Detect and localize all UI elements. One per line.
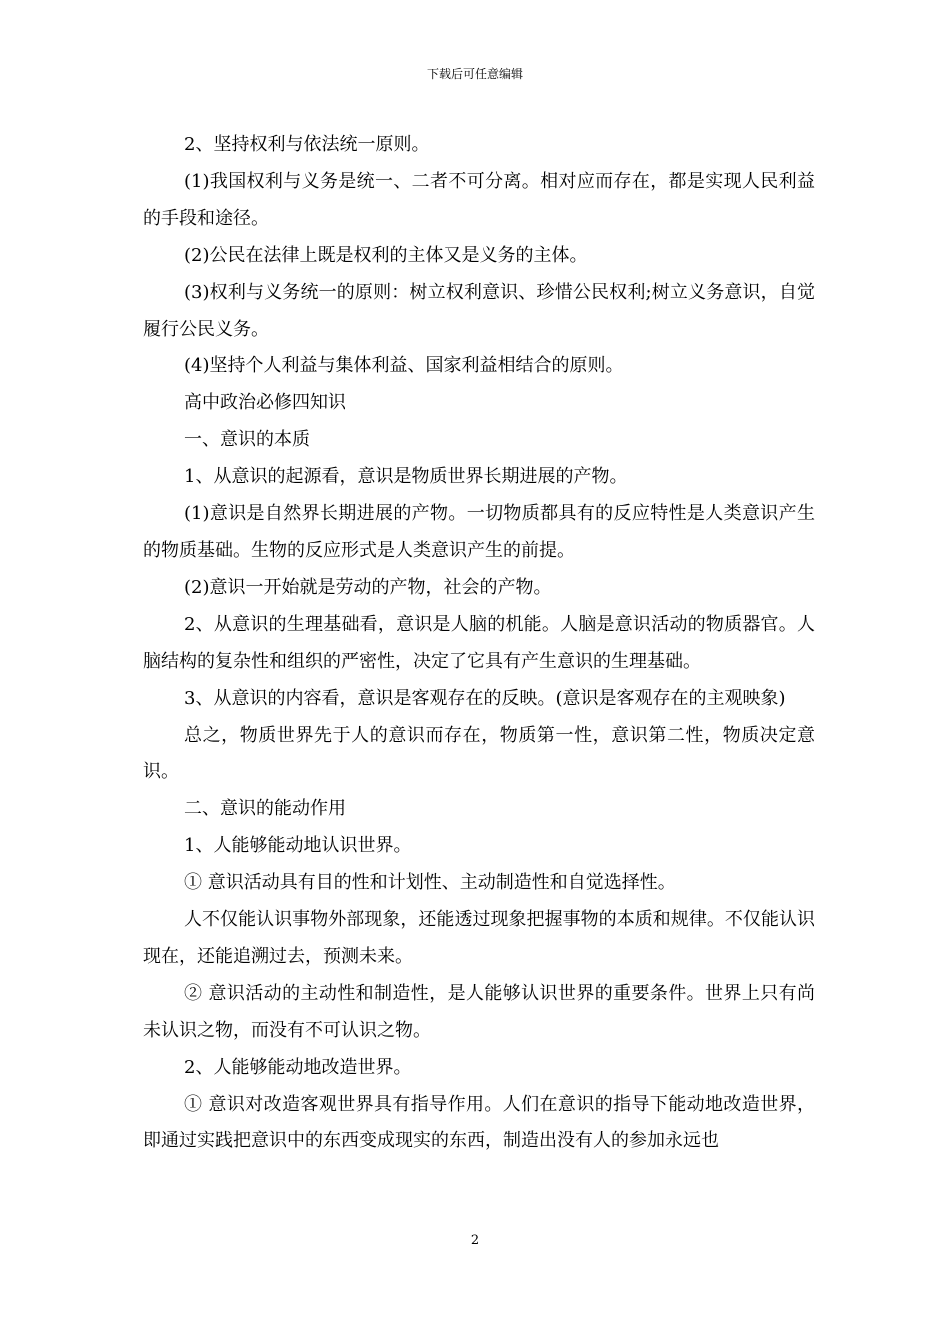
paragraph: 2、从意识的生理基础看，意识是人脑的机能。人脑是意识活动的物质器官。人脑结构的复杂性和组织的严密性，决定了它具有产生意识的生理基础。: [143, 613, 815, 672]
paragraph: ① 意识对改造客观世界具有指导作用。人们在意识的指导下能动地改造世界，即通过实践把意识中的东西变成现实的东西，制造出没有人的参加永远也: [143, 1093, 815, 1152]
paragraph: (3)权利与义务统一的原则：树立权利意识、珍惜公民权利;树立义务意识，自觉履行公民义务。: [143, 281, 815, 340]
paragraph: 2、人能够能动地改造世界。: [184, 1056, 412, 1078]
page-header: 下载后可任意编辑: [426, 67, 523, 81]
paragraph: 1、从意识的起源看，意识是物质世界长期进展的产物。: [184, 466, 628, 488]
paragraph: (2)公民在法律上既是权利的主体又是义务的主体。: [184, 244, 588, 266]
paragraph: (2)意识一开始就是劳动的产物，社会的产物。: [184, 576, 552, 598]
paragraph: (1)意识是自然界长期进展的产物。一切物质都具有的反应特性是人类意识产生的物质基础。生物的反应形式是人类意识产生的前提。: [143, 503, 815, 561]
paragraph: 2、坚持权利与依法统一原则。: [184, 134, 430, 155]
paragraph: 人不仅能认识事物外部现象，还能透过现象把握事物的本质和规律。不仅能认识现在，还能追溯过去，预测未来。: [143, 909, 815, 967]
paragraph: ① 意识活动具有目的性和计划性、主动制造性和自觉选择性。: [184, 872, 676, 894]
paragraph: (1)我国权利与义务是统一、二者不可分离。相对应而存在，都是实现人民利益的手段和途径。: [143, 170, 815, 229]
document-body: [143, 127, 815, 1160]
paragraph: 总之，物质世界先于人的意识而存在，物质第一性，意识第二性，物质决定意识。: [143, 724, 815, 783]
page-number: 2: [470, 1233, 480, 1248]
paragraph: ② 意识活动的主动性和制造性，是人能够认识世界的重要条件。世界上只有尚未认识之物，而没有不可认识之物。: [143, 982, 815, 1041]
section-heading: 一、意识的本质: [184, 429, 310, 451]
section-heading: 二、意识的能动作用: [184, 798, 346, 820]
paragraph: 3、从意识的内容看，意识是客观存在的反映。(意识是客观存在的主观映象): [184, 687, 786, 709]
paragraph: (4)坚持个人利益与集体利益、国家利益相结合的原则。: [184, 355, 624, 377]
paragraph: 1、人能够能动地认识世界。: [184, 835, 412, 857]
section-title: 高中政治必修四知识: [184, 392, 346, 414]
